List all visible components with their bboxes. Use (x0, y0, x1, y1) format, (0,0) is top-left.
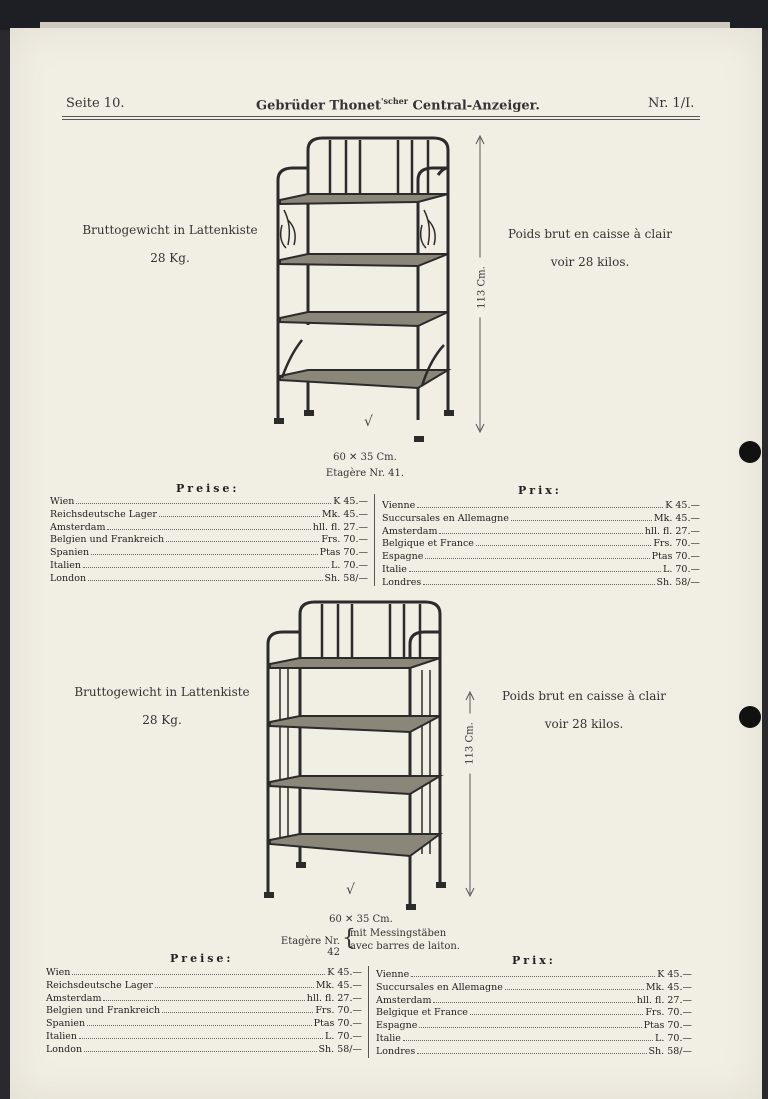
title-end: Central-Anzeiger. (412, 98, 540, 114)
price-city: Amsterdam (382, 525, 438, 537)
price-row (382, 551, 700, 564)
item2-weight-de-line1: Bruttogewicht in Lattenkiste (74, 685, 250, 699)
title-sup: 'scher (381, 96, 408, 106)
price-row (382, 577, 700, 590)
price-value: Frs. 70.— (653, 538, 700, 550)
item1-check-mark: √ (364, 414, 373, 430)
price-city: Belgique et France (382, 538, 474, 550)
price-value: K 45.— (665, 500, 700, 511)
price-row (382, 513, 700, 526)
price-city: Espagne (382, 551, 424, 563)
price-row (46, 1044, 362, 1057)
item2-preise-title: Preise: (170, 952, 234, 965)
price-row (46, 993, 362, 1006)
publication-title (256, 96, 540, 113)
item2-prices-de (46, 967, 362, 1057)
price-value: Frs. 70.— (645, 1007, 692, 1019)
price-city: Italien (46, 1030, 78, 1042)
price-row (376, 1046, 692, 1059)
item1-height-label: 113 Cm. (477, 258, 488, 318)
price-value: Sh. 58/— (324, 572, 368, 584)
etagere-41-illustration (268, 130, 498, 450)
price-value: K 45.— (333, 496, 368, 507)
price-value: Mk. 45.— (321, 508, 368, 520)
punch-hole-bottom (739, 706, 761, 728)
item2-weight-fr (494, 682, 674, 738)
item1-weight-fr (500, 220, 680, 276)
item1-weight-de-line2: 28 Kg. (150, 251, 190, 265)
binder-strip (0, 0, 768, 30)
item1-prix-title: Prix: (518, 484, 562, 497)
price-value: hll. fl. 27.— (644, 525, 700, 537)
price-city: Amsterdam (46, 992, 102, 1004)
price-city: London (46, 1043, 83, 1055)
price-value: Ptas 70.— (643, 1020, 692, 1032)
price-value: Ptas 70.— (313, 1018, 362, 1030)
item2-variant-de: mit Messingstäben (350, 928, 447, 939)
price-city: Espagne (376, 1020, 418, 1032)
price-city: Reichsdeutsche Lager (50, 508, 157, 520)
item2-prix-title: Prix: (512, 954, 556, 967)
price-city: Spanien (50, 547, 90, 559)
punch-hole-top (739, 441, 761, 463)
price-row (382, 564, 700, 577)
page-number: Seite 10. (66, 96, 125, 111)
price-row (376, 1007, 692, 1020)
item1-weight-fr-line2: voir 28 kilos. (550, 255, 630, 269)
price-value: Ptas 70.— (319, 547, 368, 559)
item2-weight-fr-line1: Poids brut en caisse à clair (502, 689, 666, 703)
price-value: hll. fl. 27.— (312, 521, 368, 533)
price-city: Succursales en Allemagne (376, 981, 503, 993)
price-value: L. 70.— (655, 1032, 692, 1044)
item2-height-label: 113 Cm. (465, 714, 476, 774)
item1-column-divider (374, 494, 375, 586)
item2-prices-fr (376, 969, 692, 1059)
item1-weight-de (80, 216, 260, 272)
price-city: Belgien und Frankreich (46, 1005, 161, 1017)
price-city: Amsterdam (376, 994, 432, 1006)
price-value: L. 70.— (331, 559, 368, 571)
item1-preise-title: Preise: (176, 482, 240, 495)
price-city: Succursales en Allemagne (382, 512, 509, 524)
price-row (382, 526, 700, 539)
price-city: Belgique et France (376, 1007, 468, 1019)
etagere-42-illustration (260, 594, 490, 914)
price-value: hll. fl. 27.— (306, 992, 362, 1004)
price-value: K 45.— (327, 967, 362, 978)
item2-variant-brace: { (342, 926, 356, 951)
price-row (46, 1005, 362, 1018)
price-value: K 45.— (657, 969, 692, 980)
item2-variant-fr: avec barres de laiton. (350, 941, 460, 952)
price-row (382, 538, 700, 551)
price-row (376, 969, 692, 982)
price-row (46, 967, 362, 980)
price-city: Italie (376, 1032, 401, 1044)
price-row (50, 496, 368, 509)
price-value: Mk. 45.— (315, 979, 362, 991)
price-value: Sh. 58/— (318, 1043, 362, 1055)
item1-dimensions: 60 ✕ 35 Cm. (333, 452, 397, 463)
title-main: Gebrüder Thonet (256, 98, 382, 114)
price-city: Vienne (376, 969, 410, 980)
price-row (382, 500, 700, 513)
price-city: Spanien (46, 1018, 86, 1030)
item2-column-divider (368, 966, 369, 1058)
price-row (46, 1031, 362, 1044)
price-city: Londres (382, 576, 422, 588)
price-row (376, 1033, 692, 1046)
price-value: L. 70.— (663, 563, 700, 575)
price-city: Belgien und Frankreich (50, 534, 165, 546)
price-value: Mk. 45.— (653, 512, 700, 524)
price-row (50, 547, 368, 560)
price-city: Amsterdam (50, 521, 106, 533)
price-city: Londres (376, 1045, 416, 1057)
item1-weight-de-line1: Bruttogewicht in Lattenkiste (82, 223, 258, 237)
price-city: Italie (382, 563, 407, 575)
price-city: London (50, 572, 87, 584)
item1-prices-de (50, 496, 368, 586)
price-city: Wien (50, 496, 75, 507)
price-row (376, 995, 692, 1008)
item1-prices-fr (382, 500, 700, 590)
price-row (50, 534, 368, 547)
price-row (50, 522, 368, 535)
issue-number: Nr. 1/I. (648, 96, 695, 111)
price-value: Frs. 70.— (315, 1005, 362, 1017)
price-city: Italien (50, 559, 82, 571)
price-city: Vienne (382, 500, 416, 511)
item2-name: Etagère Nr. 42 (280, 936, 340, 958)
price-city: Wien (46, 967, 71, 978)
price-value: Sh. 58/— (648, 1045, 692, 1057)
header-rule-2 (62, 119, 700, 120)
item1-name: Etagère Nr. 41. (325, 468, 405, 479)
item2-weight-de (72, 678, 252, 734)
price-row (46, 980, 362, 993)
price-row (50, 560, 368, 573)
item1-weight-fr-line1: Poids brut en caisse à clair (508, 227, 672, 241)
price-value: Mk. 45.— (645, 981, 692, 993)
header-rule (62, 116, 700, 117)
price-row (46, 1018, 362, 1031)
price-value: Frs. 70.— (321, 534, 368, 546)
item2-weight-fr-line2: voir 28 kilos. (544, 717, 624, 731)
price-value: L. 70.— (325, 1030, 362, 1042)
price-row (50, 573, 368, 586)
item2-dimensions: 60 ✕ 35 Cm. (329, 914, 393, 925)
item2-weight-de-line2: 28 Kg. (142, 713, 182, 727)
item2-check-mark: √ (346, 882, 355, 898)
price-row (376, 1020, 692, 1033)
price-row (50, 509, 368, 522)
price-row (376, 982, 692, 995)
price-value: hll. fl. 27.— (636, 994, 692, 1006)
price-value: Ptas 70.— (651, 551, 700, 563)
price-city: Reichsdeutsche Lager (46, 979, 153, 991)
price-value: Sh. 58/— (656, 576, 700, 588)
